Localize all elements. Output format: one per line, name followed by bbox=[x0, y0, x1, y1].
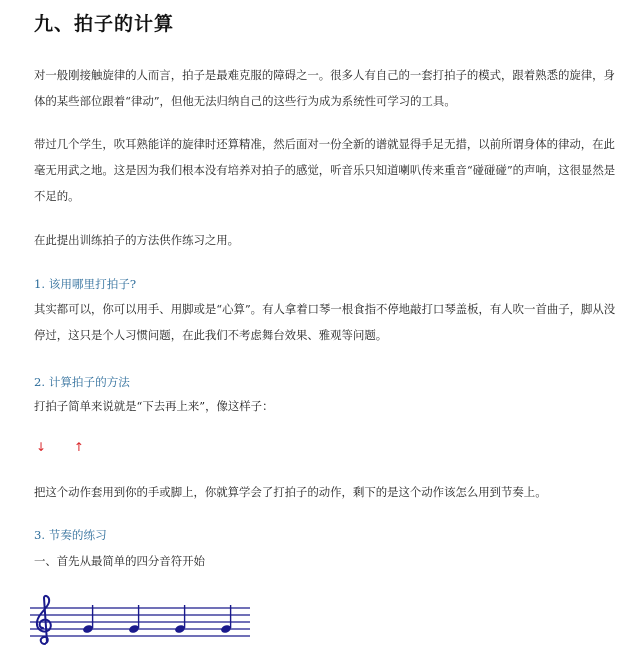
treble-clef-icon bbox=[37, 596, 51, 644]
quarter-note bbox=[82, 605, 94, 634]
arrow-down-icon: ↓ bbox=[36, 440, 47, 454]
music-staff bbox=[30, 594, 260, 654]
section-heading-where: 1. 该用哪里打拍子? bbox=[34, 277, 137, 291]
quarter-note bbox=[128, 605, 140, 634]
section-heading-practice: 3. 节奏的练习 bbox=[34, 528, 107, 542]
paragraph-quarter-notes: 一、首先从最简单的四分音符开始 bbox=[34, 554, 205, 568]
beat-arrows bbox=[36, 440, 108, 454]
quarter-note bbox=[220, 605, 232, 634]
paragraph-apply: 把这个动作套用到你的手或脚上，你就算学会了打拍子的动作，剩下的是这个动作该怎么用到节奏上。 bbox=[34, 485, 547, 499]
staff-lines bbox=[30, 608, 250, 636]
quarter-note bbox=[174, 605, 186, 634]
page-title: 九、拍子的计算 bbox=[34, 13, 175, 35]
section-heading-method: 2. 计算拍子的方法 bbox=[34, 375, 130, 389]
paragraph-students: 带过几个学生，吹耳熟能详的旋律时还算精准，然后面对一份全新的谱就显得手足无措，以前所谓身体的律动，在此毫无用武之地。这是因为我们根本没有培养对拍子的感觉，听音乐只知道喇叭传来重音“碰碰碰”的声响，这很显然是不足的。 bbox=[34, 137, 616, 203]
paragraph-intro: 对一般刚接触旋律的人而言，拍子是最难克服的障碍之一。很多人有自己的一套打拍子的模式，跟着熟悉的旋律，身体的某些部位跟着“律动”，但他无法归纳自己的这些行为成为系统性可学习的工具。 bbox=[34, 68, 615, 108]
quarter-notes bbox=[82, 605, 232, 634]
paragraph-where: 其实都可以，你可以用手、用脚或是“心算”。有人拿着口琴一根食指不停地敲打口琴盖板，有人吹一首曲子，脚从没停过，这只是个人习惯问题，在此我们不考虑舞台效果、雅观等问题。 bbox=[34, 302, 616, 342]
paragraph-method: 打拍子简单来说就是“下去再上来”，像这样子： bbox=[34, 399, 274, 413]
arrow-up-icon: ↑ bbox=[73, 440, 84, 454]
paragraph-method-intro: 在此提出训练拍子的方法供作练习之用。 bbox=[34, 233, 240, 247]
